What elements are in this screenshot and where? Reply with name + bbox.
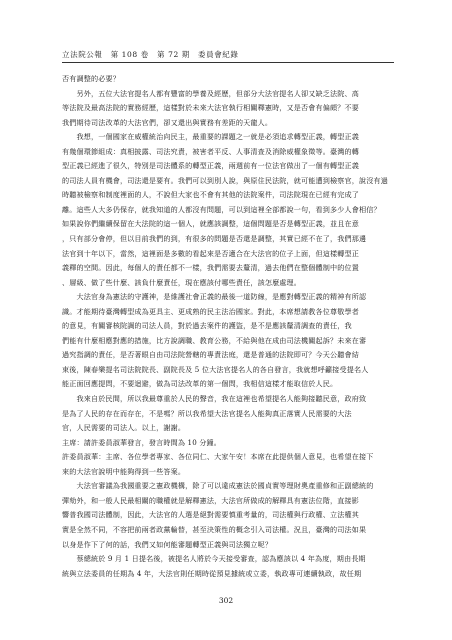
text-line: 大法官身為憲法的守護神，是維護社會正義的最後一道防線，是應對轉型正義的精神有所認 bbox=[62, 292, 367, 302]
gazette-header: 立法院公報 第 108 卷 第 72 期 委員會紀錄 bbox=[62, 50, 239, 59]
text-line: 法官到十年以下，當然，這裡面是多數的看起來是否適合在大法官的位子上面，但這樣轉型正 bbox=[62, 248, 359, 258]
document-body bbox=[62, 72, 394, 581]
text-line: ，只有部分會停，但以目前我們的到，有很多的問題是否還是調整，其實已經不在了，我們那邊 bbox=[62, 234, 367, 244]
text-line: 的司法人員有機會，司法還是要有。我們可以到別人說，與原住民法院，就可能遭到檢察官，說沒有過 bbox=[62, 175, 388, 185]
text-line: 義釋的空間。因此，每個人的責任都不一樣，我們需要去釐清，過去他們在整個體制中的位置 bbox=[62, 263, 359, 273]
text-line: 時聽被檢察和制度裡面的人，不說但大家也不會有其他的法院案件，司法院現在已經有完成了 bbox=[62, 190, 359, 200]
text-line: 我們期待司法改革的大法官們，卻又還出與實務有差距的天龍人。 bbox=[62, 117, 273, 127]
text-line: 主席：請許委員淑華發言，發言時間為 10 分鐘。 bbox=[62, 437, 222, 447]
text-line: 、層級、做了些什麼、該負什麼責任，現在應該付哪些責任，該怎麼處理。 bbox=[62, 277, 302, 287]
text-line: 蔡總統於 9 月 1 日提名後，被提名人將於今天接受審查，認為應該以 4 年為度，期由長期 bbox=[62, 554, 366, 564]
text-line: 束後，陳春樂提名司法院院長、副院長及 5 位大法官提名人的各自發言，我就想呼籲接受提名人 bbox=[62, 364, 369, 374]
text-line: 以身是作下了何的話，我們又如何能審題轉型正義與司法獨立呢？ bbox=[62, 539, 273, 549]
text-line: 們能有什麼相應對應的措施，比方說調職、教育公務，不給與他在成由司法機關起訴？未來在審 bbox=[62, 335, 367, 345]
text-line: 如果說你們繼續保留在大法院的這一個人，就應該調整，這個問題是否是轉型正義，並且在意 bbox=[62, 219, 359, 229]
text-line: 有幾個環節組成：真相披露、司法究責，被害者平反、人事清查及消除威權象徵等。臺灣的轉 bbox=[62, 146, 359, 156]
text-line: 識。才能期待臺灣轉型成為更具主、更成熟的民主法治國家。對此，本席想請教各位尊敬學者 bbox=[62, 306, 359, 316]
text-line: 響普我國司法體制，因此，大法官的人選是絕對需要慎重考量的，司法權與行政權、立法權其 bbox=[62, 510, 359, 520]
text-line: 否有調整的必要？ bbox=[62, 74, 120, 83]
text-line: 能正面回應提問，不要迴避，做為司法改革的第一個問，我相信這樣才能取信於人民。 bbox=[62, 379, 338, 389]
text-line: 是為了人民的存在而存在，不是嗎？所以我希望大法官提名人能夠真正落實人民需要的大法 bbox=[62, 408, 352, 418]
text-line: 大法官審議為我國重要之憲政機構，除了可以違成憲法於國貞實等理財奧產重修和正副總統的 bbox=[62, 481, 374, 491]
text-line: 彈劾外，和一般人民最相關的職權就是解釋憲法，大法官所做成的解釋具有憲法位階，直接影 bbox=[62, 495, 359, 505]
text-line: 統與立法委員的任期為 4 年，大法官則任期時從預見據統或立委，執政專可連續執政，故任期 bbox=[62, 568, 362, 578]
text-line: 我想，一個國家在威權統治向民主，最重要的課題之一就是必須追求轉型正義，轉型正義 bbox=[62, 132, 359, 142]
header-divider bbox=[62, 62, 394, 63]
text-line: 過究指調的責任，是否著眼自由司法院營轄的專責法庭，還是普通的法院即可？今天公聽會結 bbox=[62, 350, 359, 360]
text-line: 離。這些人大多仍保存，就我知道的人都沒有問題，可以到這裡全部都說一句，看到多少人會相信？ bbox=[62, 204, 381, 214]
text-line: 型正義已經進了很久，特別是司法體系的轉型正義，兩週前有一位法官做出了一個有轉型正義 bbox=[62, 161, 359, 171]
text-line: 等法院及最高法院的實務經歷，這樣對於未來大法官執行相關釋憲時，又是否會有偏頗？不要 bbox=[62, 103, 359, 113]
text-line: 官，人民需要的司法人。以上，謝謝。 bbox=[62, 423, 186, 433]
text-line: 許委員淑華：主席、各位學者專家、各位同仁、大家午安！本席在此提供個人意見，也希望在接下 bbox=[62, 452, 374, 462]
text-line: 實是全然不同，不容把前兩者政黨輪替，甚至決策性的概念引入司法權。況且，臺灣的司法如果 bbox=[62, 524, 367, 534]
text-line: 另外，五位大法官提名人都有豐富的學養及經歷，但部分大法官提名人卻又缺乏法院、高 bbox=[62, 88, 359, 98]
page-number: 302 bbox=[218, 596, 234, 605]
text-line: 的意見，有關審核院調的司法人員，對於過去案件的護盜，是不是應該釐清調查的責任，我 bbox=[62, 321, 352, 331]
text-line: 來的大法官說明中能夠得到一些答案。 bbox=[62, 466, 186, 476]
text-line: 我來自於民間，所以我最尊重於人民的聲音，我在這裡也希望提名人能夠接聽民意，政府致 bbox=[62, 394, 367, 404]
